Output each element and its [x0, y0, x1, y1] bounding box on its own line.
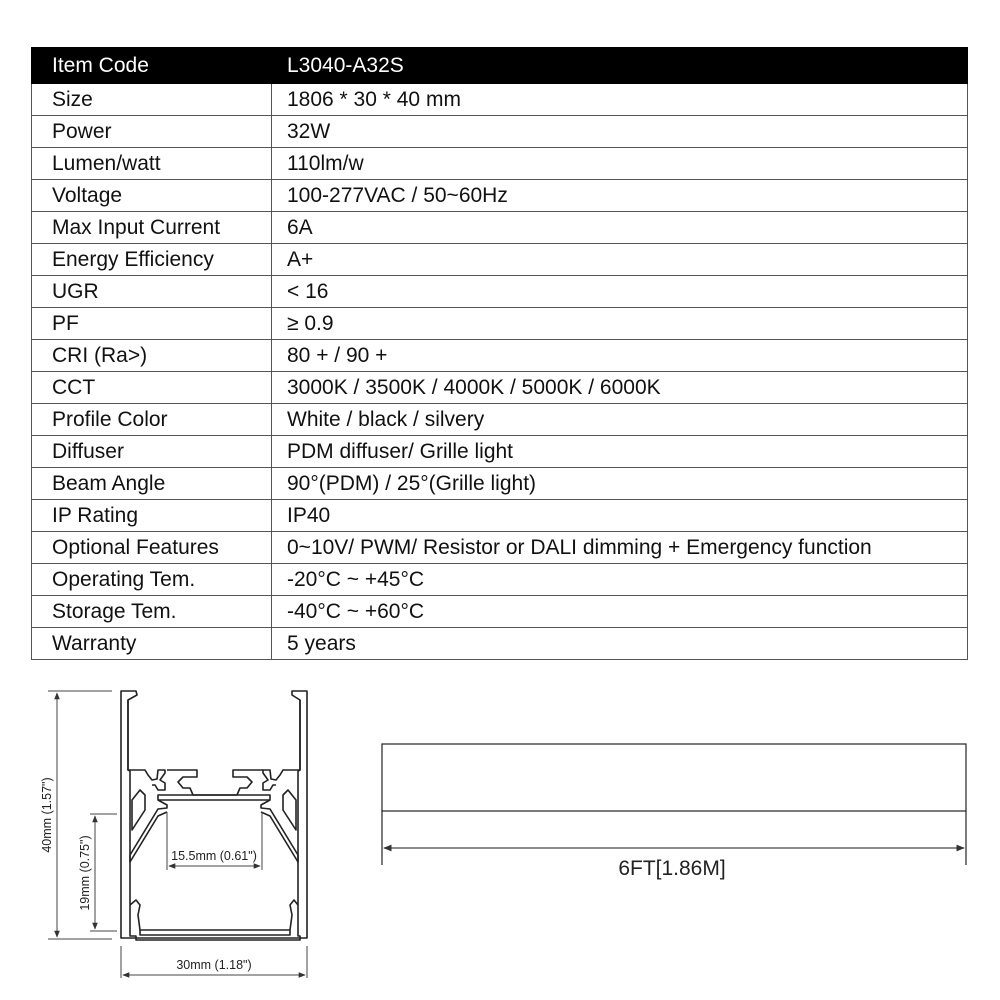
spec-label: IP Rating — [32, 500, 272, 532]
spec-label: Max Input Current — [32, 212, 272, 244]
profile-cross-section — [121, 691, 307, 940]
spec-row-pf — [32, 308, 968, 340]
spec-label: Energy Efficiency — [32, 244, 272, 276]
length-side-view — [382, 744, 966, 865]
spec-value: 90°(PDM) / 25°(Grille light) — [272, 468, 968, 500]
spec-value: ≥ 0.9 — [272, 308, 968, 340]
spec-row-power — [32, 116, 968, 148]
spec-value: White / black / silvery — [272, 404, 968, 436]
technical-drawings — [0, 670, 1000, 1000]
spec-row-ip-rating — [32, 500, 968, 532]
spec-value: 6A — [272, 212, 968, 244]
spec-label: Profile Color — [32, 404, 272, 436]
spec-value: 32W — [272, 116, 968, 148]
inner-height-label: 19mm (0.75") — [78, 835, 92, 911]
spec-value: IP40 — [272, 500, 968, 532]
spec-value: 3000K / 3500K / 4000K / 5000K / 6000K — [272, 372, 968, 404]
spec-row-cct — [32, 372, 968, 404]
spec-header-row — [32, 48, 968, 84]
spec-label: Optional Features — [32, 532, 272, 564]
spec-row-energy-efficiency — [32, 244, 968, 276]
spec-header-label: Item Code — [32, 48, 272, 84]
spec-value: 1806 * 30 * 40 mm — [272, 84, 968, 116]
spec-value: PDM diffuser/ Grille light — [272, 436, 968, 468]
spec-header-value: L3040-A32S — [272, 48, 968, 84]
spec-value: 80 + / 90 + — [272, 340, 968, 372]
spec-label: Operating Tem. — [32, 564, 272, 596]
spec-label: CRI (Ra>) — [32, 340, 272, 372]
spec-row-cri — [32, 340, 968, 372]
spec-value: 0~10V/ PWM/ Resistor or DALI dimming + Emergency function — [272, 532, 968, 564]
opening-width-label: 15.5mm (0.61") — [171, 849, 257, 863]
spec-value: 5 years — [272, 628, 968, 660]
spec-row-voltage — [32, 180, 968, 212]
spec-table — [31, 47, 968, 660]
spec-row-ugr — [32, 276, 968, 308]
spec-row-warranty — [32, 628, 968, 660]
spec-label: UGR — [32, 276, 272, 308]
spec-value: A+ — [272, 244, 968, 276]
spec-label: CCT — [32, 372, 272, 404]
spec-value: < 16 — [272, 276, 968, 308]
spec-label: Power — [32, 116, 272, 148]
spec-value: -40°C ~ +60°C — [272, 596, 968, 628]
spec-row-lumen-watt — [32, 148, 968, 180]
height-label: 40mm (1.57") — [40, 777, 54, 853]
inner-height-dimension — [90, 814, 117, 931]
spec-row-beam-angle — [32, 468, 968, 500]
spec-value: -20°C ~ +45°C — [272, 564, 968, 596]
spec-row-storage-temp — [32, 596, 968, 628]
spec-value: 110lm/w — [272, 148, 968, 180]
spec-label: Warranty — [32, 628, 272, 660]
spec-label: Storage Tem. — [32, 596, 272, 628]
spec-label: Voltage — [32, 180, 272, 212]
spec-row-profile-color — [32, 404, 968, 436]
spec-row-max-input-current — [32, 212, 968, 244]
spec-label: Diffuser — [32, 436, 272, 468]
width-label: 30mm (1.18") — [176, 958, 252, 972]
spec-row-optional-features — [32, 532, 968, 564]
spec-value: 100-277VAC / 50~60Hz — [272, 180, 968, 212]
spec-row-diffuser — [32, 436, 968, 468]
spec-label: PF — [32, 308, 272, 340]
length-label: 6FT[1.86M] — [618, 857, 726, 880]
spec-row-size — [32, 84, 968, 116]
spec-row-operating-temp — [32, 564, 968, 596]
spec-label: Lumen/watt — [32, 148, 272, 180]
spec-label: Beam Angle — [32, 468, 272, 500]
spec-label: Size — [32, 84, 272, 116]
